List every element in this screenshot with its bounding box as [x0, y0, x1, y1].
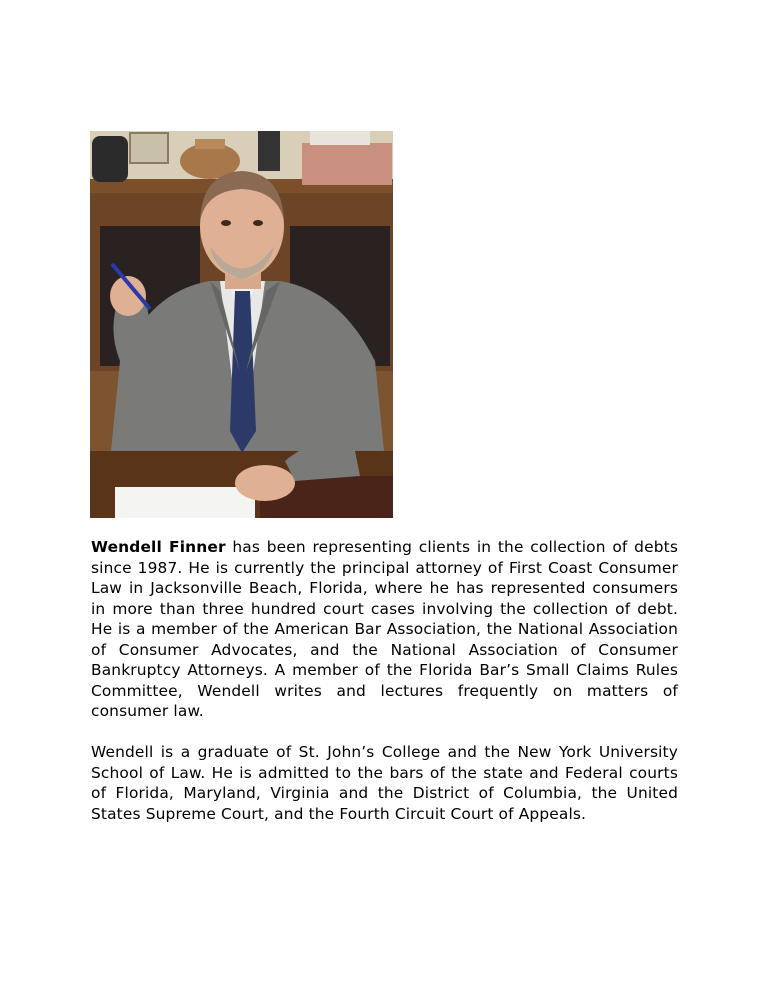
portrait-illustration — [90, 131, 393, 518]
attorney-name: Wendell Finner — [91, 538, 226, 556]
biography-paragraph-1-text: has been representing clients in the collection of debts since 1987. He is currently the principal attorney of First Coast Consumer Law in Jacksonville Beach, Florida, where he has represented consumers in more than three hundred court cases involving the collection of debt. He is a member of the American Bar Association, the National Association of Consumer Advocates, and the National Association of Consumer Bankruptcy Attorneys. A member of the Florida Bar’s Small Claims Rules Committee, Wendell writes and lectures frequently on matters of consumer law. — [91, 538, 678, 720]
biography-paragraph-1 — [91, 537, 678, 722]
biography-text — [91, 537, 678, 824]
portrait-photo — [90, 131, 393, 518]
biography-paragraph-2: Wendell is a graduate of St. John’s College and the New York University School of Law. He is admitted to the bars of the state and Federal courts of Florida, Maryland, Virginia and the District of Columbia, the United States Supreme Court, and the Fourth Circuit Court of Appeals. — [91, 743, 678, 823]
